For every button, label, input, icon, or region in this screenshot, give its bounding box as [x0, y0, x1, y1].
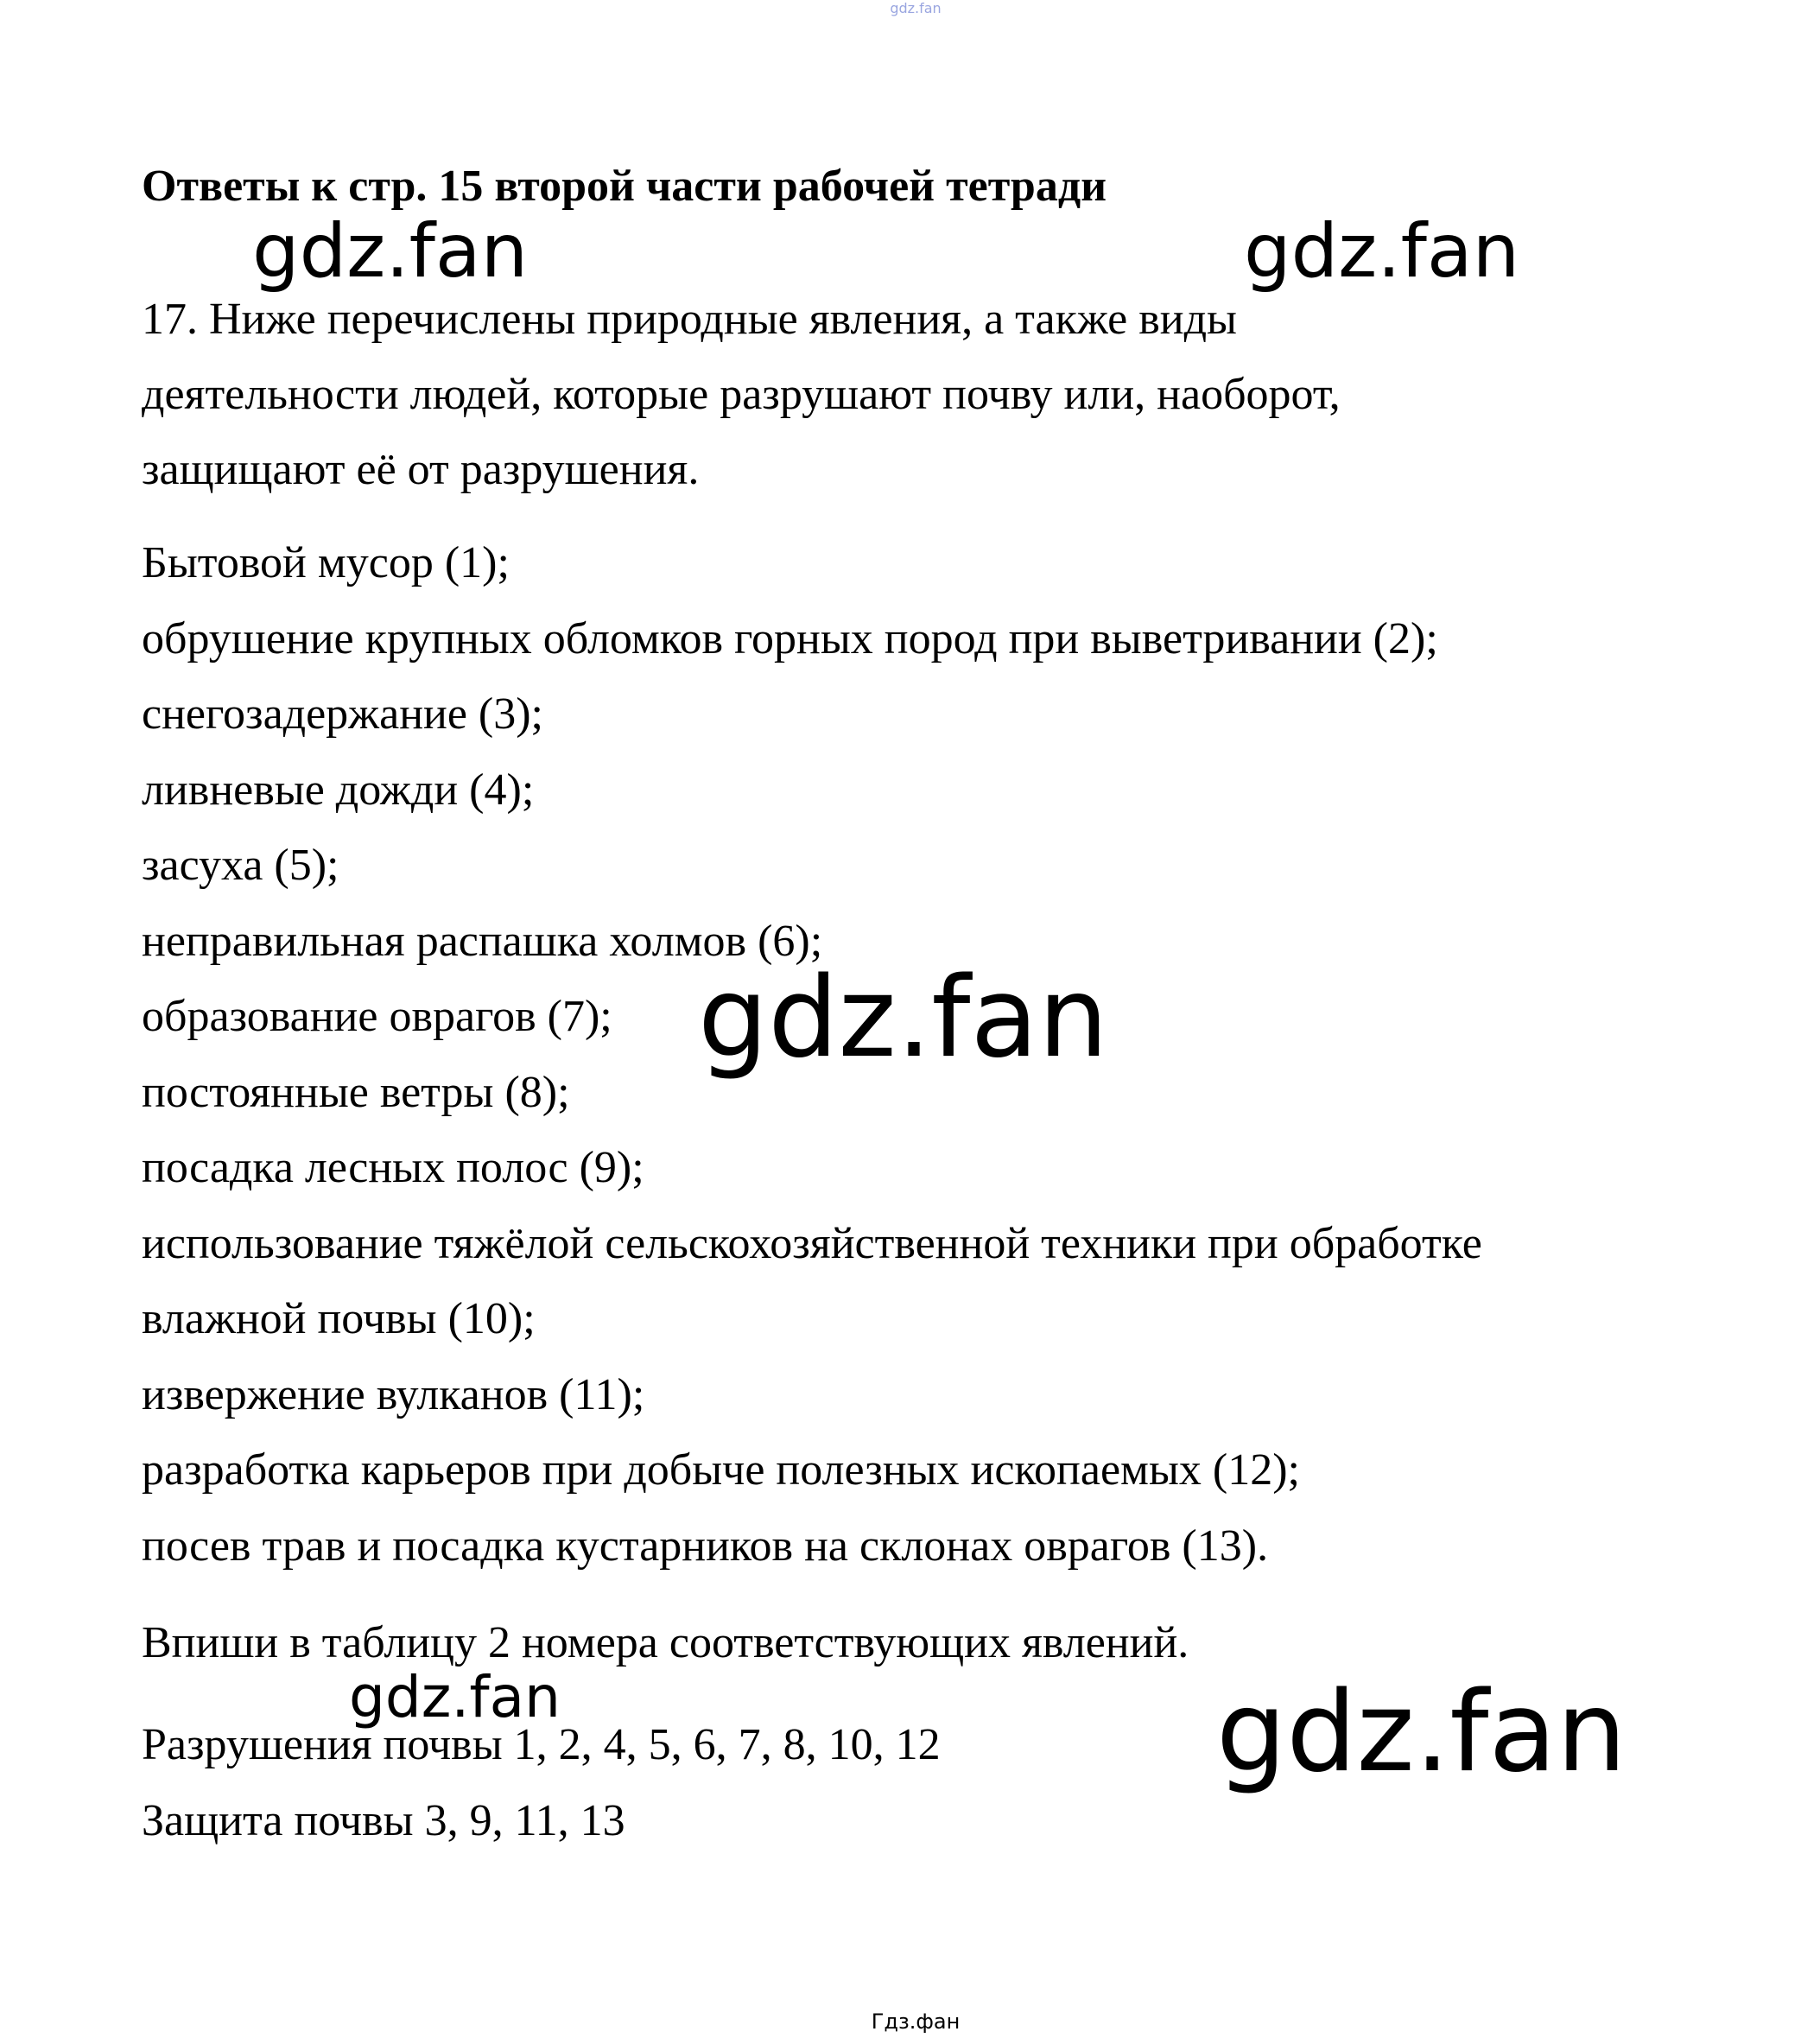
task-intro-line: деятельности людей, которые разрушают почву или, наоборот,	[142, 370, 1341, 419]
list-item: извержение вулканов (11);	[142, 1369, 645, 1419]
list-item: Бытовой мусор (1);	[142, 538, 510, 587]
watermark: gdz.fan	[698, 954, 1108, 1082]
list-item: посадка лесных полос (9);	[142, 1143, 644, 1192]
list-item: постоянные ветры (8);	[142, 1067, 570, 1117]
list-item: посев трав и посадка кустарников на склонах оврагов (13).	[142, 1521, 1269, 1571]
page-footer: Гдз.фан	[871, 2009, 961, 2034]
list-item: образование оврагов (7);	[142, 992, 612, 1041]
watermark: gdz.fan	[349, 1664, 561, 1730]
list-item: использование тяжёлой сельскохозяйственной техники при обработке	[142, 1218, 1482, 1268]
page-title: Ответы к стр. 15 второй части рабочей тетради	[142, 162, 1107, 211]
watermark: gdz.fan	[1216, 1668, 1627, 1797]
list-item: влажной почвы (10);	[142, 1294, 536, 1343]
task-instruction: Впиши в таблицу 2 номера соответствующих явлений.	[142, 1618, 1189, 1667]
site-mark-top: gdz.fan	[890, 0, 942, 16]
list-item: обрушение крупных обломков горных пород при выветривании (2);	[142, 613, 1438, 663]
task-intro-line: защищают её от разрушения.	[142, 445, 700, 494]
list-item: снегозадержание (3);	[142, 689, 544, 739]
list-item: ливневые дожди (4);	[142, 765, 535, 815]
list-item: засуха (5);	[142, 841, 339, 890]
watermark: gdz.fan	[252, 208, 529, 295]
watermark: gdz.fan	[1244, 208, 1520, 295]
answer-destruction: Разрушения почвы 1, 2, 4, 5, 6, 7, 8, 10, 12	[142, 1720, 941, 1769]
list-item: разработка карьеров при добыче полезных ископаемых (12);	[142, 1445, 1300, 1495]
task-intro	[142, 282, 1341, 507]
list-item: неправильная распашка холмов (6);	[142, 916, 823, 966]
task-intro-line: 17. Ниже перечислены природные явления, а также виды	[142, 295, 1237, 344]
answer-protection: Защита почвы 3, 9, 11, 13	[142, 1796, 625, 1845]
